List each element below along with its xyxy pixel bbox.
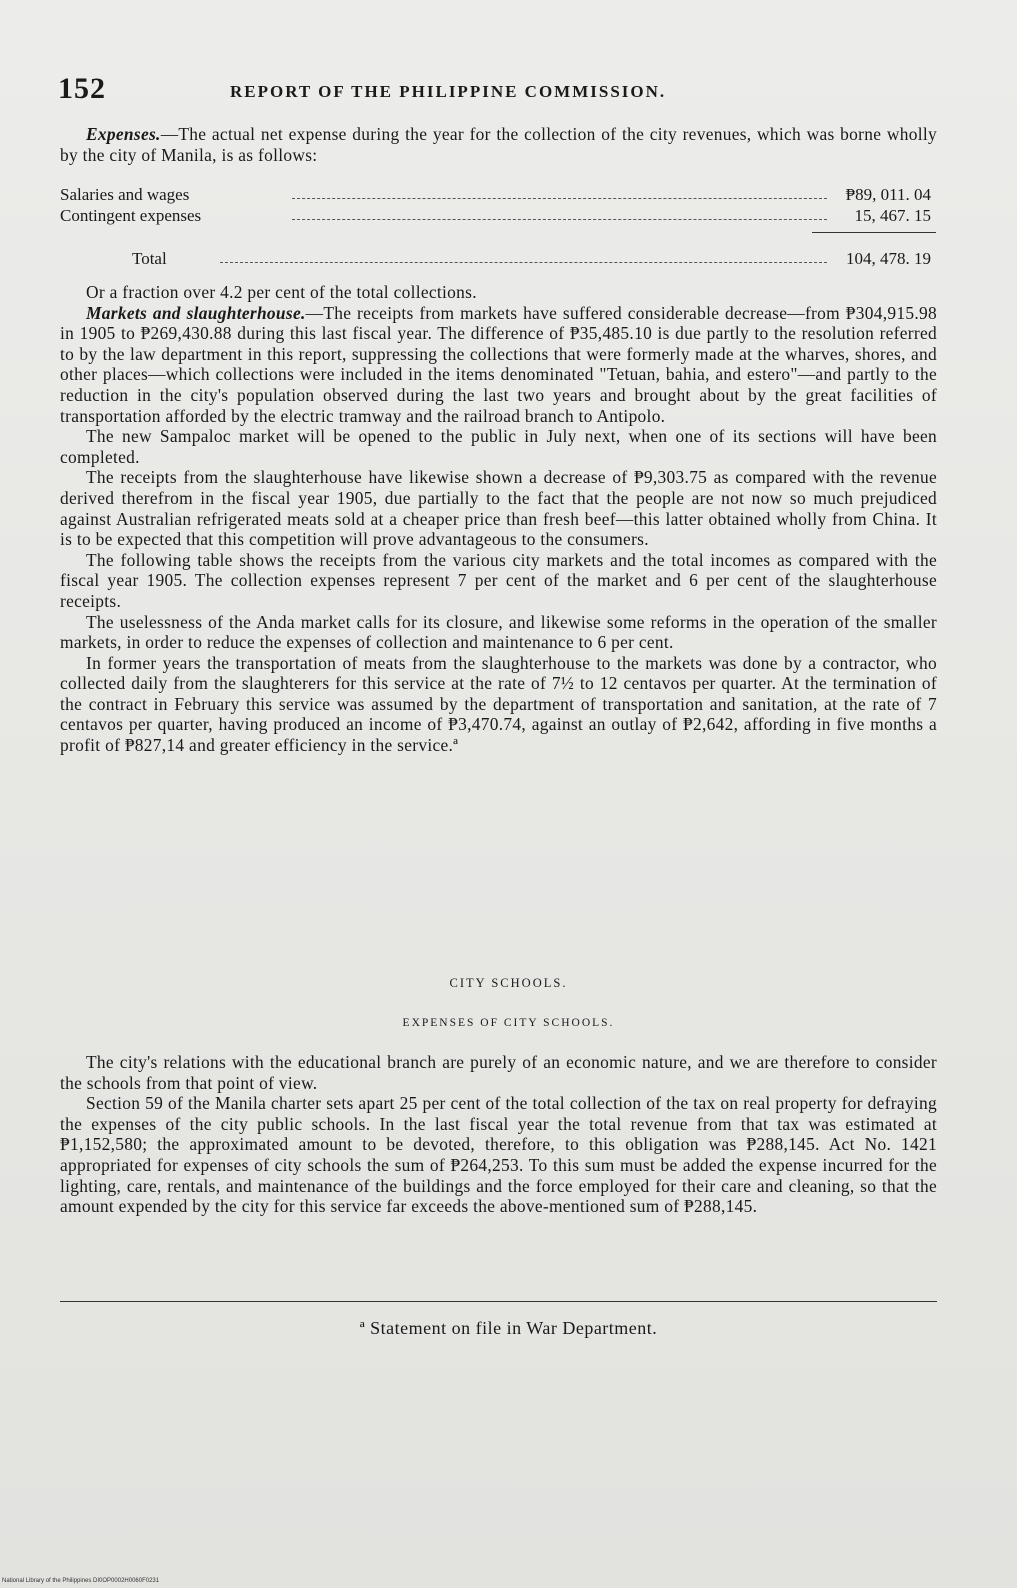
paragraph: The city's relations with the educational branch are purely of an economic nature, and we are therefore to consider the schools from that point of view. [60,1052,937,1093]
expense-ledger [60,184,937,226]
markets-lead: Markets and slaughterhouse. [86,302,306,323]
paragraph: The uselessness of the Anda market calls for its closure, and likewise some reforms in the operation of the smaller markets, in order to reduce the expenses of collection and maintenance to 6 per cent. [60,611,937,653]
paragraph: Markets and slaughterhouse.—The receipts from markets have suffered considerable decrease—from ₱304,915.98 in 1905 to ₱269,430.88 during this last fiscal year. The difference of ₱35,485.10 is due partly to the resolution referred to by the law department in this report, suppressing the collections that were formerly made at the wharves, shores, and other places—which collections were included in the items denominated "Tetuan, bahia, and estero"—and partly to the reduction in the city's population observed during the last two years and brought about by the great facilities of transportation afforded by the electric tramway and the railroad branch to Antipolo. [60,302,937,426]
ledger-row-salaries [60,184,937,205]
archive-stamp: National Library of the Philippines DI0OP0002H0060F0231 [2,1578,160,1584]
leader-dots [292,197,827,199]
leader-dots [220,261,827,263]
section-title: CITY SCHOOLS. [449,976,568,990]
expenses-intro [60,124,937,165]
total-amount: 104, 478. 19 [846,249,931,268]
page-header [58,72,938,112]
expense-total [60,248,937,269]
schools-section [60,1052,937,1217]
total-rule [812,232,936,233]
paragraph: The following table shows the receipts from the various city markets and the total incomes as compared with the fiscal year 1905. The collection expenses represent 7 per cent of the market and 6 per cent of the slaughterhouse receipts. [60,549,937,611]
ledger-amount: ₱89, 011. 04 [845,185,931,204]
page-number: 152 [58,72,106,105]
running-head: REPORT OF THE PHILIPPINE COMMISSION. [230,82,667,101]
total-label: Total [132,249,167,268]
section-subtitle: EXPENSES OF CITY SCHOOLS. [402,1017,615,1029]
ledger-amount: 15, 467. 15 [854,206,931,225]
paragraph: The receipts from the slaughterhouse have likewise shown a decrease of ₱9,303.75 as compared with the revenue derived therefrom in the fiscal year 1905, due partially to the fact that the people are not now so much prejudiced against Australian refrigerated meats sold at a cheaper price than fresh beef—this latter obtained wholly from China. It is to be expected that this competition will prove advantageous to the consumers. [60,467,937,550]
paragraph: Section 59 of the Manila charter sets apart 25 per cent of the total collection of the tax on real property for defraying the expenses of the city public schools. In the last fiscal year the total revenue from that tax was estimated at ₱1,152,580; the approximated amount to be devoted, therefore, to this obligation was ₱288,145. Act No. 1421 appropriated for expenses of city schools the sum of ₱264,253. To this sum must be added the expense incurred for the lighting, care, rentals, and maintenance of the buildings and the force employed for their care and cleaning, so that the amount expended by the city for this service far exceeds the above-mentioned sum of ₱288,145. [60,1093,937,1217]
ledger-row-contingent [60,205,937,226]
expenses-lead: Expenses. [86,124,161,144]
footnote: ª Statement on file in War Department. [359,1318,658,1338]
footnote-rule [60,1301,937,1302]
ledger-label: Salaries and wages [60,185,190,204]
paragraph: The new Sampaloc market will be opened to the public in July next, when one of its sections will have been completed. [60,426,937,467]
leader-dots [292,218,827,220]
paragraph: Or a fraction over 4.2 per cent of the total collections. [86,282,477,302]
expenses-intro-text: —The actual net expense during the year for the collection of the city revenues, which was borne wholly by the city of Manila, is as follows: [60,124,937,165]
paragraph: In former years the transportation of meats from the slaughterhouse to the markets was done by a contractor, who collected daily from the slaughterers for this service at the rate of 7½ to 12 centavos per quarter. At the termination of the contract in February this service was assumed by the department of transportation and sanitation, at the rate of 7 centavos per quarter, having produced an income of ₱3,470.74, against an outlay of ₱2,642, affording in five months a profit of ₱827,14 and greater efficiency in the service.ª [60,652,937,756]
ledger-label: Contingent expenses [60,206,202,225]
markets-section [60,282,937,756]
